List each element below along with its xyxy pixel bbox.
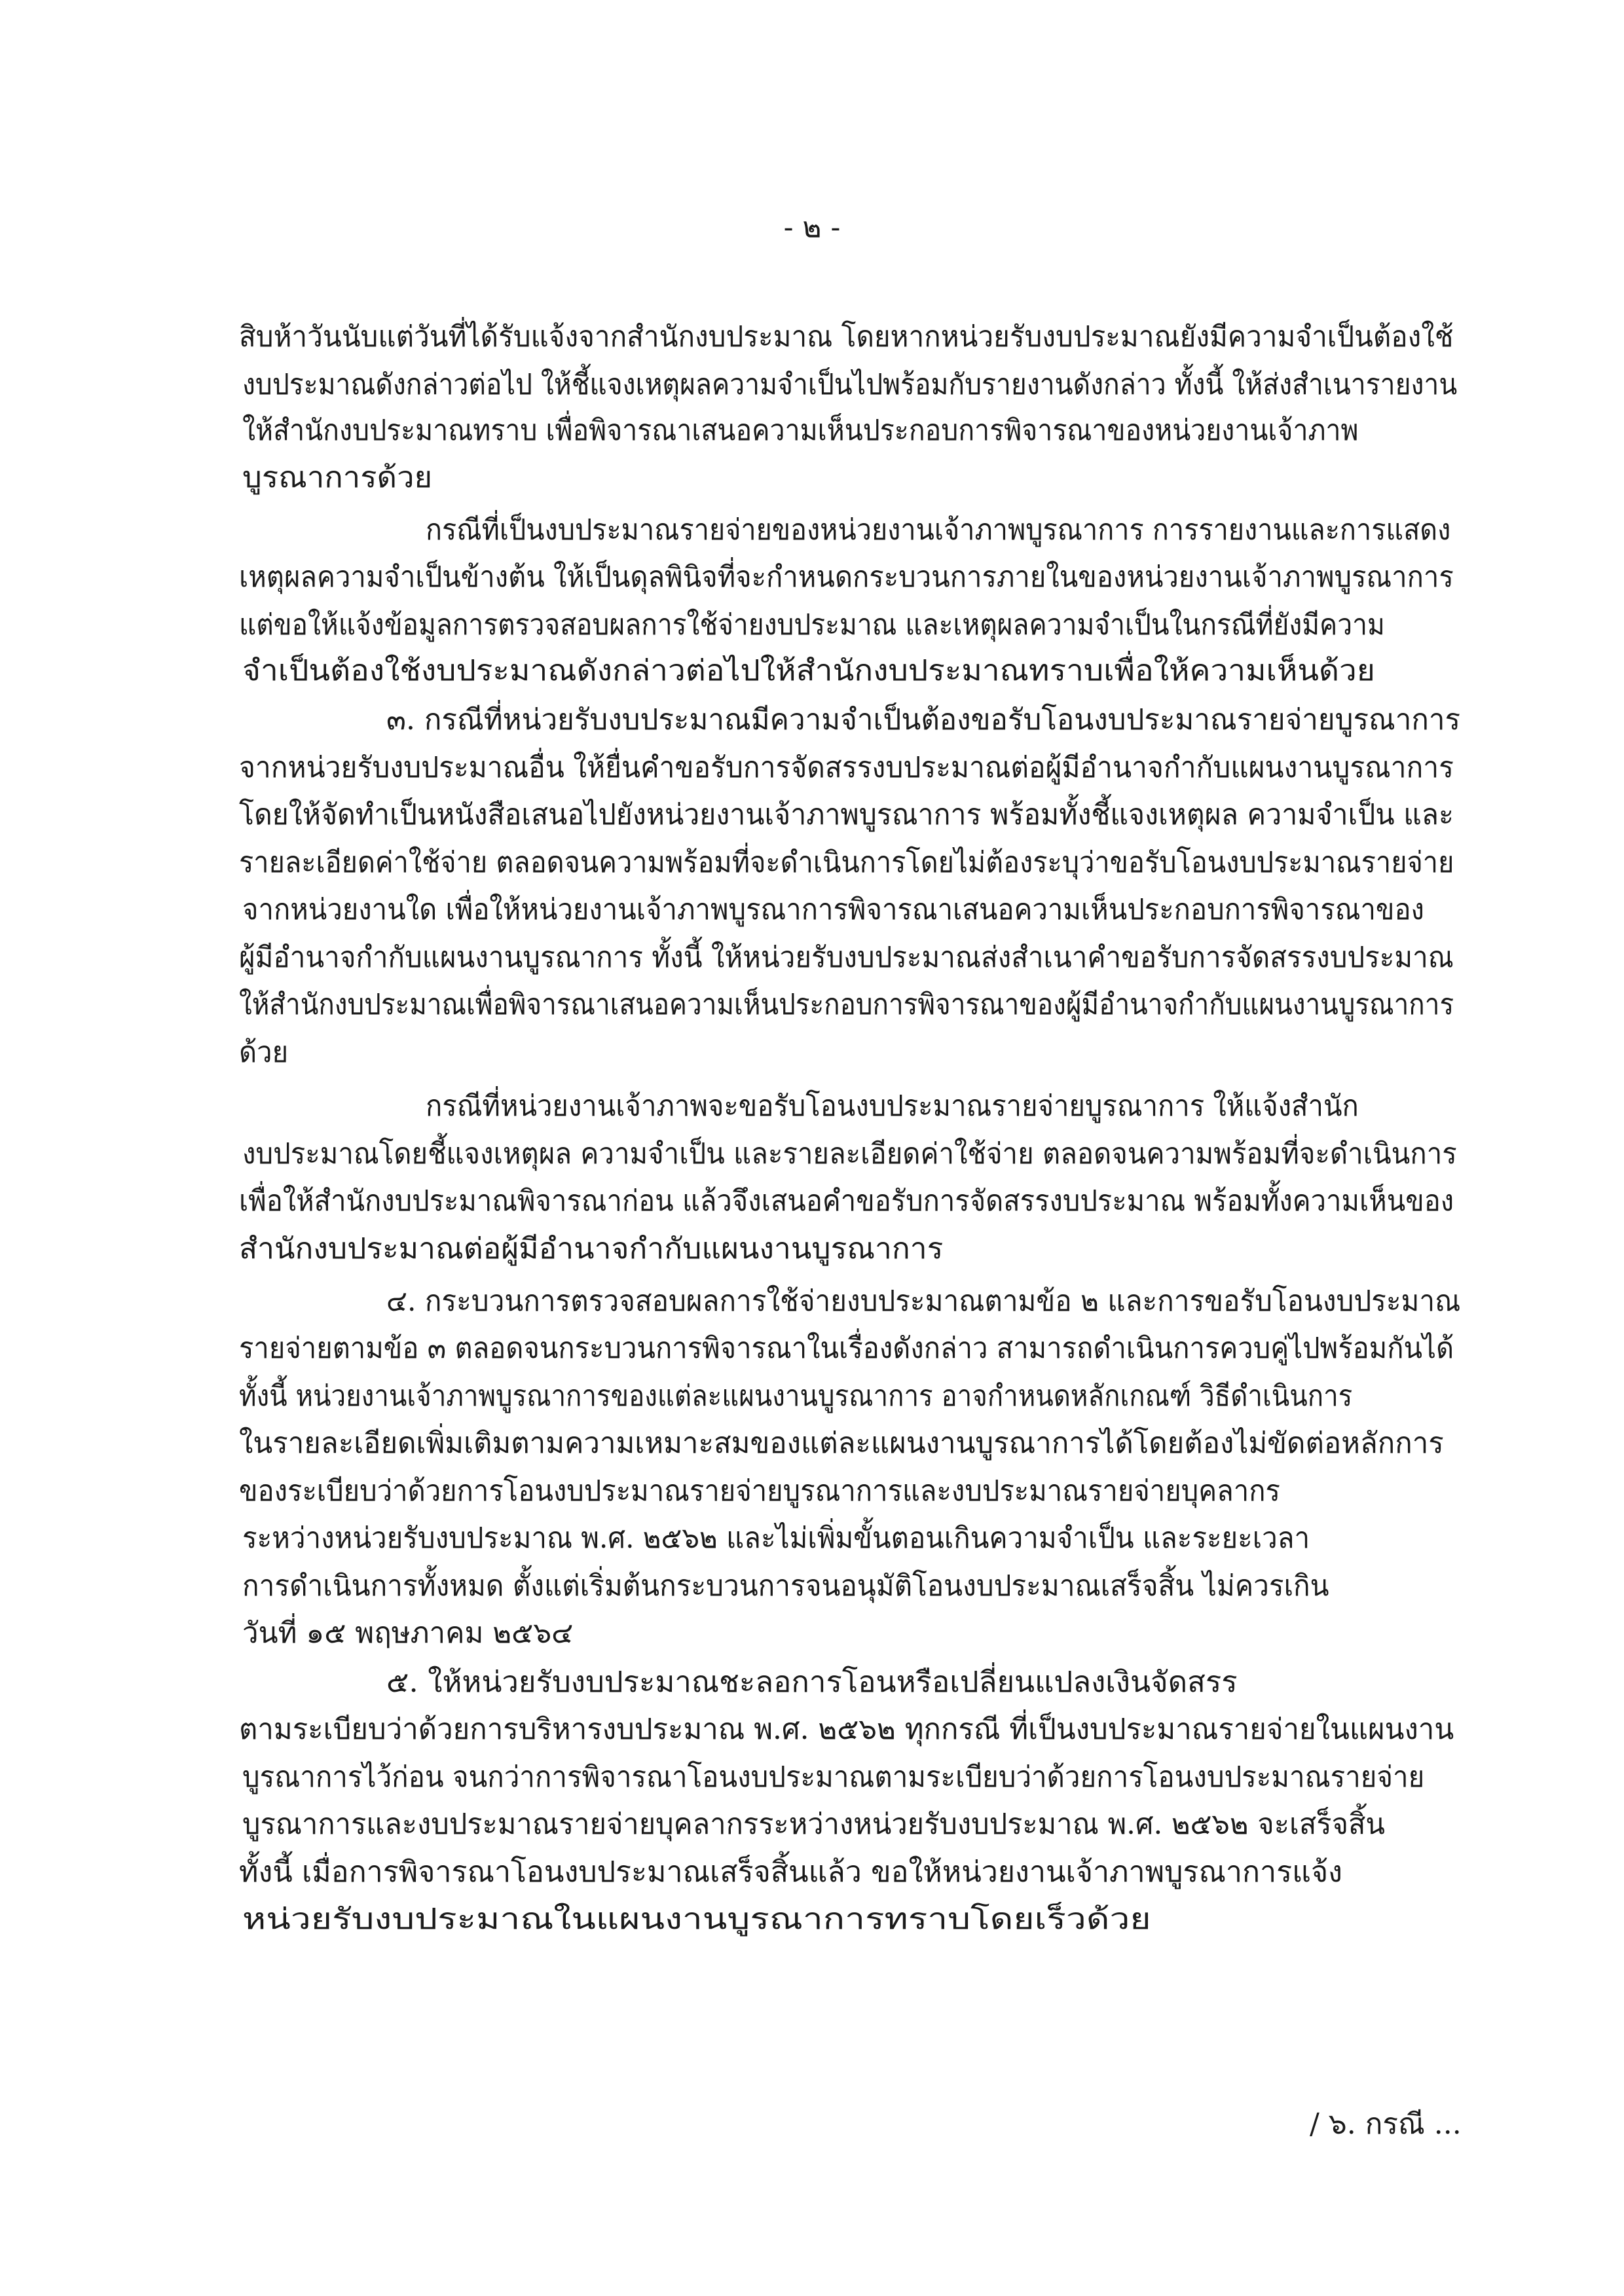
- body-text-line: บูรณาการด้วย: [242, 461, 433, 494]
- body-text-line: ตามระเบียบว่าด้วยการบริหารงบประมาณ พ.ศ. ๒๕๖๒ ทุกกรณี ที่เป็นงบประมาณรายจ่ายในแผนงาน: [239, 1713, 1454, 1746]
- body-text-line: รายจ่ายตามข้อ ๓ ตลอดจนกระบวนการพิจารณาในเรื่องดังกล่าว สามารถดำเนินการควบคู่ไปพร้อมกันได้: [239, 1332, 1454, 1365]
- body-text-line: งบประมาณดังกล่าวต่อไป ให้ชี้แจงเหตุผลความจำเป็นไปพร้อมกับรายงานดังกล่าว ทั้งนี้ ให้ส่งสำเนารายงาน: [242, 368, 1458, 401]
- body-text-line: โดยให้จัดทำเป็นหนังสือเสนอไปยังหน่วยงานเจ้าภาพบูรณาการ พร้อมทั้งชี้แจงเหตุผล ความจำเป็น และ: [239, 798, 1454, 831]
- body-text-line: ให้สำนักงบประมาณทราบ เพื่อพิจารณาเสนอความเห็นประกอบการพิจารณาของหน่วยงานเจ้าภาพ: [242, 414, 1359, 447]
- body-text-line: วันที่ ๑๕ พฤษภาคม ๒๕๖๔: [242, 1616, 574, 1650]
- body-text-line: ของระเบียบว่าด้วยการโอนงบประมาณรายจ่ายบูรณาการและงบประมาณรายจ่ายบุคลากร: [239, 1474, 1280, 1508]
- page-number: - ๒ -: [783, 211, 841, 244]
- body-text-line: เหตุผลความจำเป็นข้างต้น ให้เป็นดุลพินิจที่จะกำหนดกระบวนการภายในของหน่วยงานเจ้าภาพบูรณาการ: [239, 560, 1454, 594]
- body-text-line: ทั้งนี้ หน่วยงานเจ้าภาพบูรณาการของแต่ละแผนงานบูรณาการ อาจกำหนดหลักเกณฑ์ วิธีดำเนินการ: [239, 1379, 1353, 1413]
- body-text-line: แต่ขอให้แจ้งข้อมูลการตรวจสอบผลการใช้จ่ายงบประมาณ และเหตุผลความจำเป็นในกรณีที่ยังมีความ: [239, 608, 1385, 642]
- body-text-line: บูรณาการไว้ก่อน จนกว่าการพิจารณาโอนงบประมาณตามระเบียบว่าด้วยการโอนงบประมาณรายจ่าย: [242, 1760, 1425, 1794]
- body-text-line: ด้วย: [239, 1036, 289, 1069]
- body-text-line: งบประมาณโดยชี้แจงเหตุผล ความจำเป็น และรายละเอียดค่าใช้จ่าย ตลอดจนความพร้อมที่จะดำเนินการ: [242, 1137, 1457, 1171]
- body-text-line: ในรายละเอียดเพิ่มเติมตามความเหมาะสมของแต่ละแผนงานบูรณาการได้โดยต้องไม่ขัดต่อหลักการ: [239, 1427, 1444, 1460]
- body-text-line: จากหน่วยงานใด เพื่อให้หน่วยงานเจ้าภาพบูรณาการพิจารณาเสนอความเห็นประกอบการพิจารณาของ: [242, 893, 1424, 926]
- body-text-line: สิบห้าวันนับแต่วันที่ได้รับแจ้งจากสำนักงบประมาณ โดยหากหน่วยรับงบประมาณยังมีความจำเป็นต้องใช้: [239, 320, 1454, 354]
- continuation-marker: / ๖. กรณี ...: [1310, 2107, 1462, 2141]
- body-text-line: กรณีที่หน่วยงานเจ้าภาพจะขอรับโอนงบประมาณรายจ่ายบูรณาการ ให้แจ้งสำนัก: [426, 1089, 1359, 1123]
- body-text-line: ผู้มีอำนาจกำกับแผนงานบูรณาการ ทั้งนี้ ให้หน่วยรับงบประมาณส่งสำเนาคำขอรับการจัดสรรงบประมาณ: [239, 941, 1454, 974]
- body-text-line: รายละเอียดค่าใช้จ่าย ตลอดจนความพร้อมที่จะดำเนินการโดยไม่ต้องระบุว่าขอรับโอนงบประมาณรายจ่าย: [239, 846, 1454, 879]
- body-text-line: ให้สำนักงบประมาณเพื่อพิจารณาเสนอความเห็นประกอบการพิจารณาของผู้มีอำนาจกำกับแผนงานบูรณาการ: [239, 988, 1454, 1021]
- body-text-line: จำเป็นต้องใช้งบประมาณดังกล่าวต่อไปให้สำนักงบประมาณทราบเพื่อให้ความเห็นด้วย: [242, 654, 1375, 687]
- body-text-line: กรณีที่เป็นงบประมาณรายจ่ายของหน่วยงานเจ้าภาพบูรณาการ การรายงานและการแสดง: [426, 513, 1451, 547]
- body-text-line: การดำเนินการทั้งหมด ตั้งแต่เริ่มต้นกระบวนการจนอนุมัติโอนงบประมาณเสร็จสิ้น ไม่ควรเกิน: [242, 1569, 1329, 1603]
- body-text-line: สำนักงบประมาณต่อผู้มีอำนาจกำกับแผนงานบูรณาการ: [239, 1232, 944, 1266]
- body-text-line: หน่วยรับงบประมาณในแผนงานบูรณาการทราบโดยเร็วด้วย: [242, 1903, 1151, 1936]
- body-text-line: เพื่อให้สำนักงบประมาณพิจารณาก่อน แล้วจึงเสนอคำขอรับการจัดสรรงบประมาณ พร้อมทั้งความเห็นของ: [239, 1184, 1454, 1218]
- body-text-line: ๓. กรณีที่หน่วยรับงบประมาณมีความจำเป็นต้องขอรับโอนงบประมาณรายจ่ายบูรณาการ: [386, 703, 1461, 737]
- body-text-line: ทั้งนี้ เมื่อการพิจารณาโอนงบประมาณเสร็จสิ้นแล้ว ขอให้หน่วยงานเจ้าภาพบูรณาการแจ้ง: [239, 1855, 1342, 1889]
- body-text-line: ระหว่างหน่วยรับงบประมาณ พ.ศ. ๒๕๖๒ และไม่เพิ่มขั้นตอนเกินความจำเป็น และระยะเวลา: [242, 1522, 1310, 1555]
- body-text-line: ๔. กระบวนการตรวจสอบผลการใช้จ่ายงบประมาณตามข้อ ๒ และการขอรับโอนงบประมาณ: [386, 1285, 1461, 1318]
- body-text-line: จากหน่วยรับงบประมาณอื่น ให้ยื่นคำขอรับการจัดสรรงบประมาณต่อผู้มีอำนาจกำกับแผนงานบูรณาการ: [239, 751, 1454, 784]
- body-text-line: ๕. ให้หน่วยรับงบประมาณชะลอการโอนหรือเปลี่ยนแปลงเงินจัดสรร: [386, 1666, 1238, 1699]
- body-text-line: บูรณาการและงบประมาณรายจ่ายบุคลากรระหว่างหน่วยรับงบประมาณ พ.ศ. ๒๕๖๒ จะเสร็จสิ้น: [242, 1808, 1386, 1841]
